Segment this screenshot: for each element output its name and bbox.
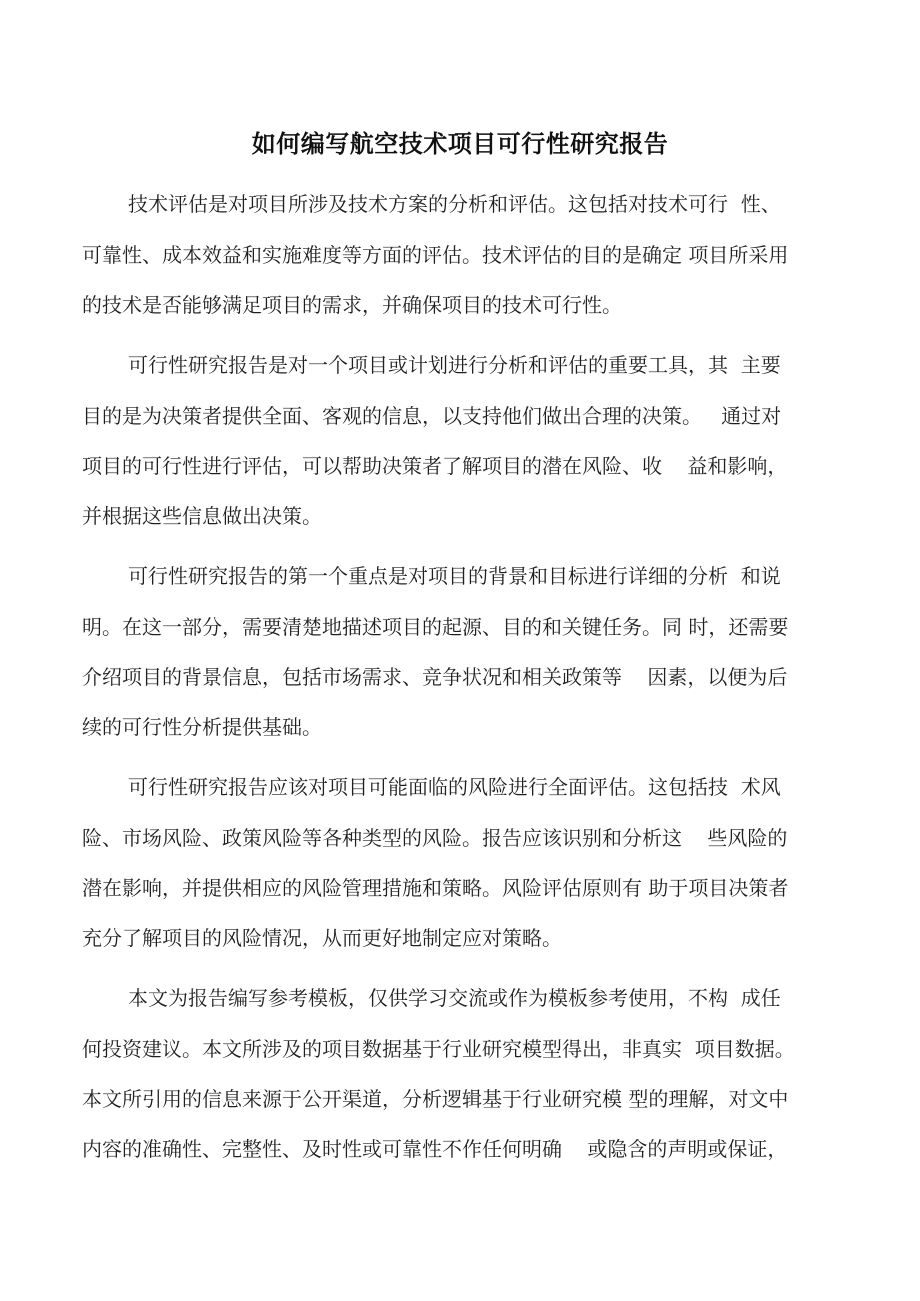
document-title: 如何编写航空技术项目可行性研究报告	[251, 130, 669, 158]
paragraph-line: 充分了解项目的风险情况，从而更好地制定应对策略。	[82, 926, 562, 950]
paragraph-line: 可行性研究报告的第一个重点是对项目的背景和目标进行详细的分析 和说	[128, 564, 781, 588]
paragraph-line: 本文为报告编写参考模板，仅供学习交流或作为模板参考使用，不构 成任	[128, 986, 781, 1010]
paragraph-line: 明。在这一部分，需要清楚地描述项目的起源、目的和关键任务。同 时，还需要	[82, 615, 789, 639]
paragraph-line: 可行性研究报告是对一个项目或计划进行分析和评估的重要工具，其 主要	[128, 353, 781, 377]
paragraph-line: 目的是为决策者提供全面、客观的信息，以支持他们做出合理的决策。 通过对	[82, 404, 782, 428]
paragraph-line: 可行性研究报告应该对项目可能面临的风险进行全面评估。这包括技 术风	[128, 775, 781, 799]
paragraph-line: 何投资建议。本文所涉及的项目数据基于行业研究模型得出，非真实 项目数据。	[82, 1037, 795, 1061]
paragraph-line: 的技术是否能够满足项目的需求，并确保项目的技术可行性。	[82, 293, 622, 317]
paragraph-line: 可靠性、成本效益和实施难度等方面的评估。技术评估的目的是确定 项目所采用	[82, 243, 789, 267]
paragraph-line: 介绍项目的背景信息，包括市场需求、竞争状况和相关政策等 因素，以便为后	[82, 665, 788, 689]
paragraph-line: 内容的准确性、完整性、及时性或可靠性不作任何明确 或隐含的声明或保证，	[82, 1137, 788, 1161]
paragraph-line: 本文所引用的信息来源于公开渠道，分析逻辑基于行业研究模 型的理解，对文中	[82, 1087, 789, 1111]
paragraph-line: 续的可行性分析提供基础。	[82, 715, 322, 739]
paragraph-line: 技术评估是对项目所涉及技术方案的分析和评估。这包括对技术可行 性、	[128, 192, 781, 216]
paragraph-line: 并根据这些信息做出决策。	[82, 504, 322, 528]
paragraph-line: 潜在影响，并提供相应的风险管理措施和策略。风险评估原则有 助于项目决策者	[82, 876, 789, 900]
paragraph-line: 项目的可行性进行评估，可以帮助决策者了解项目的潜在风险、收 益和影响，	[82, 454, 788, 478]
paragraph-line: 险、市场风险、政策风险等各种类型的风险。报告应该识别和分析这 些风险的	[82, 826, 788, 850]
